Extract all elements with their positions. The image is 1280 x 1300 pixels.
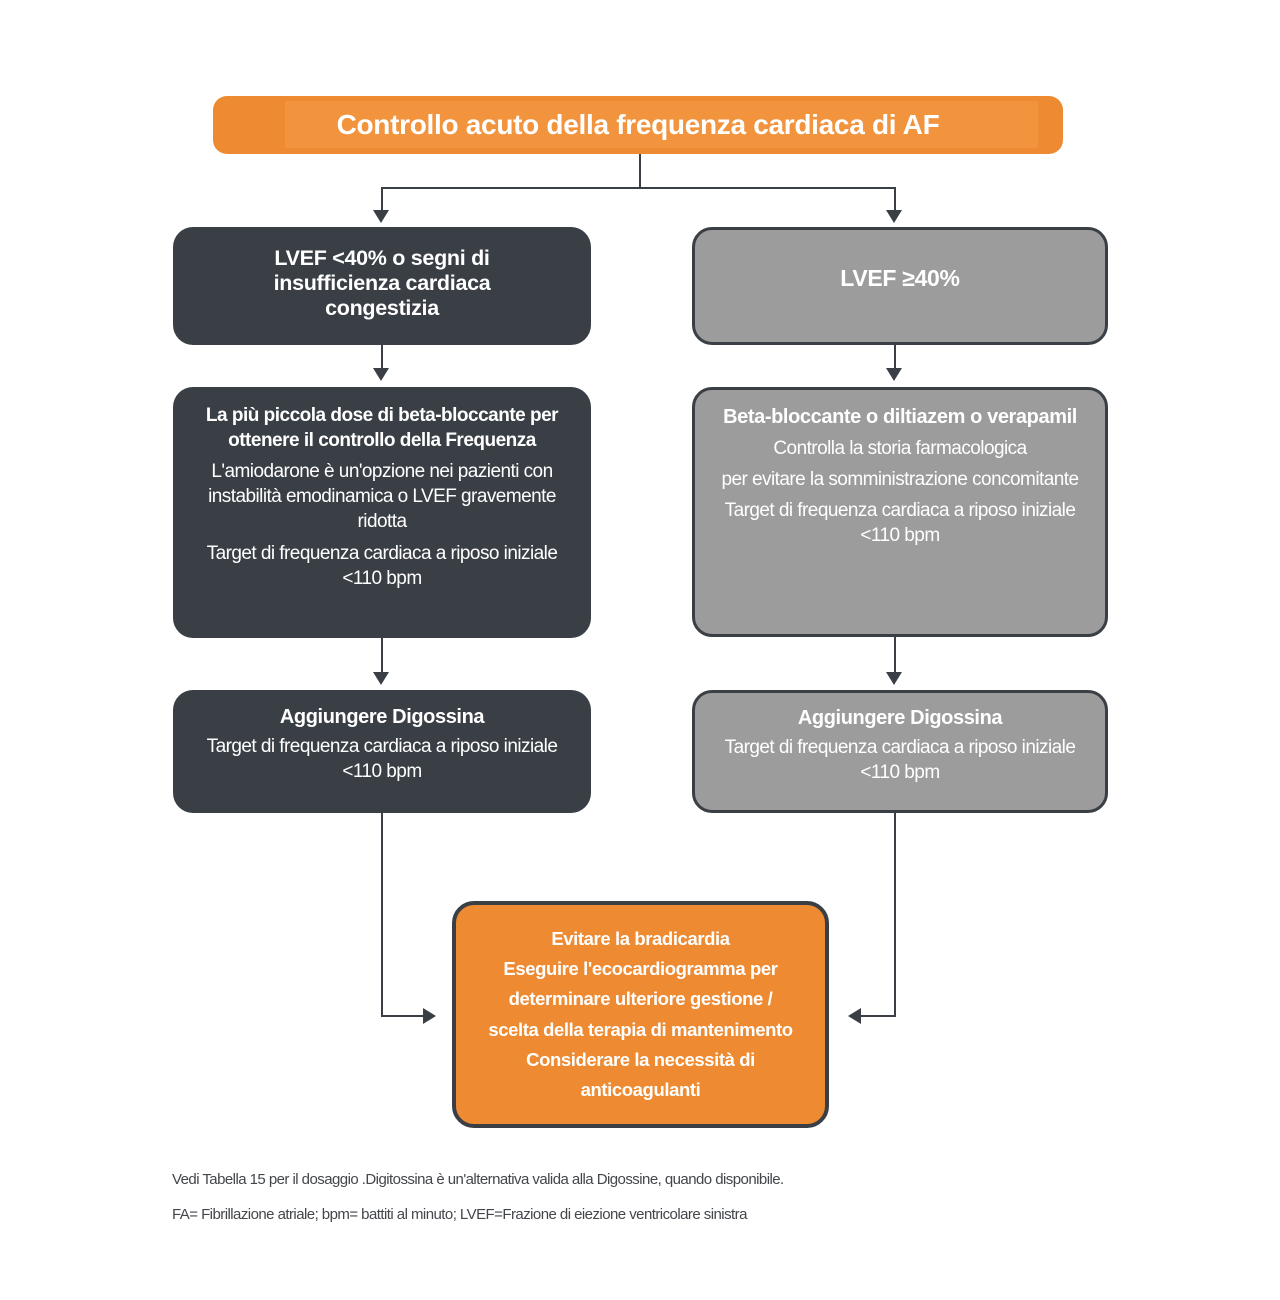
arrowhead-down-icon (886, 368, 902, 381)
flowchart-title: Controllo acuto della frequenza cardiaca di AF (336, 109, 940, 140)
outcome-line: determinare ulteriore gestione / (508, 988, 773, 1010)
outcome-node (452, 901, 829, 1128)
arrowhead-down-icon (886, 672, 902, 685)
therapy-node-low-lvef (173, 387, 591, 638)
therapy-note-line: per evitare la somministrazione concomitante (721, 469, 1079, 490)
therapy-target-line: Target di frequenza cardiaca a riposo iniziale (206, 543, 558, 564)
outcome-line: Eseguire l'ecocardiogramma per (503, 957, 778, 979)
therapy-heading-line: La più piccola dose di beta-bloccante per (205, 405, 559, 426)
title-node (213, 96, 1063, 154)
condition-label: LVEF ≥40% (840, 264, 960, 291)
connector-split-right (894, 187, 896, 211)
therapy-target-line: <110 bpm (342, 568, 422, 589)
therapy-note (701, 436, 1099, 461)
connector-split-left (381, 187, 383, 211)
therapy-note-line: instabilità emodinamica o LVEF gravemente (208, 486, 556, 507)
arrowhead-right-icon (423, 1008, 436, 1024)
connector-left-1 (381, 345, 383, 369)
arrowhead-left-icon (848, 1008, 861, 1024)
digoxin-target-line: Target di frequenza cardiaca a riposo iniziale (724, 737, 1076, 758)
therapy-note-line: Controlla la storia farmacologica (773, 438, 1027, 459)
footnote-line: Vedi Tabella 15 per il dosaggio .Digitossina è un'alternativa valida alla Digossine, quando disponibile. (172, 1171, 784, 1188)
therapy-target (181, 541, 583, 591)
therapy-node-high-lvef (692, 387, 1108, 637)
therapy-heading-line: Beta-bloccante o diltiazem o verapamil (723, 406, 1077, 428)
therapy-target (701, 498, 1099, 548)
therapy-note (181, 459, 583, 534)
digoxin-heading: Aggiungere Digossina (279, 706, 485, 728)
therapy-target-line: Target di frequenza cardiaca a riposo iniziale (724, 500, 1076, 521)
digoxin-target-line: <110 bpm (860, 762, 940, 783)
digoxin-target-line: Target di frequenza cardiaca a riposo iniziale (206, 736, 558, 757)
condition-line: congestizia (325, 295, 439, 320)
connector-left-elbow (381, 1015, 423, 1017)
outcome-line: Evitare la bradicardia (551, 927, 730, 949)
therapy-target-line: <110 bpm (860, 525, 940, 546)
therapy-note-line: ridotta (357, 511, 407, 532)
footnotes (172, 1168, 784, 1226)
therapy-note-line: L'amiodarone è un'opzione nei pazienti con (211, 461, 553, 482)
outcome-line: anticoagulanti (580, 1079, 701, 1101)
connector-left-down (381, 813, 383, 1017)
therapy-heading (181, 404, 583, 453)
footnote-line: FA= Fibrillazione atriale; bpm= battiti al minuto; LVEF=Frazione di eiezione ventricolare sinistra (172, 1206, 747, 1223)
connector-left-2 (381, 638, 383, 673)
arrowhead-down-icon (373, 672, 389, 685)
connector-right-2 (894, 637, 896, 673)
connector-right-down (894, 813, 896, 1017)
connector-right-1 (894, 345, 896, 369)
therapy-heading-line: ottenere il controllo della Frequenza (228, 429, 536, 451)
arrowhead-down-icon (373, 368, 389, 381)
condition-line: insufficienza cardiaca (273, 270, 491, 295)
arrowhead-down-icon (373, 210, 389, 223)
digoxin-target-line: <110 bpm (342, 761, 422, 782)
outcome-line: Considerare la necessità di (526, 1048, 755, 1070)
condition-node-lvef-high (692, 227, 1108, 345)
arrowhead-down-icon (886, 210, 902, 223)
therapy-note (701, 467, 1099, 492)
outcome-line: scelta della terapia di mantenimento (488, 1018, 793, 1040)
condition-line: LVEF <40% o segni di (274, 245, 490, 270)
therapy-heading (701, 405, 1099, 430)
condition-node-lvef-low (173, 227, 591, 345)
digoxin-target (701, 735, 1099, 785)
digoxin-node-right (692, 690, 1108, 813)
connector-right-elbow (861, 1015, 896, 1017)
digoxin-heading: Aggiungere Digossina (797, 707, 1003, 729)
connector-title-stem (639, 154, 641, 189)
connector-title-split (381, 187, 896, 189)
digoxin-target (181, 734, 583, 784)
digoxin-node-left (173, 690, 591, 813)
